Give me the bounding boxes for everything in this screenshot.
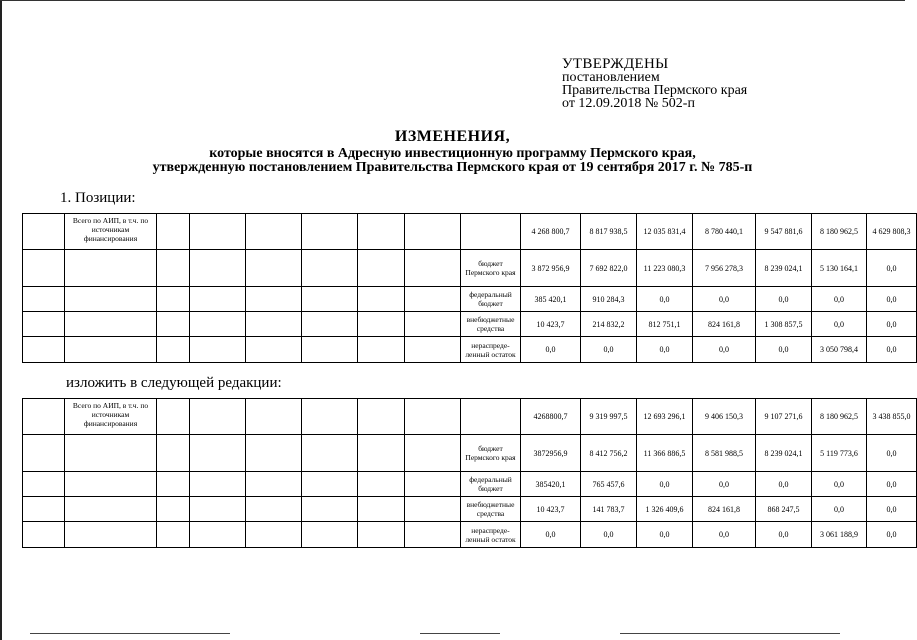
value-cell: 0,0 [581, 522, 637, 548]
approval-stamp [562, 58, 747, 110]
value-cell: 5 130 164,1 [812, 250, 867, 287]
value-cell: 0,0 [867, 522, 917, 548]
value-cell: 0,0 [693, 472, 756, 497]
value-cell: 385 420,1 [521, 287, 581, 312]
value-cell: 0,0 [867, 312, 917, 337]
document-title: ИЗМЕНЕНИЯ, [394, 128, 511, 145]
value-cell: 9 107 271,6 [756, 399, 812, 435]
value-cell: 812 751,1 [637, 312, 693, 337]
value-cell: 8 581 988,5 [693, 435, 756, 472]
total-label: Всего по АИП, в т.ч. по источникам финансирования [65, 399, 157, 435]
value-cell: 0,0 [581, 337, 637, 363]
document-subtitle: которые вносятся в Адресную инвестиционную программу Пермского края, [209, 146, 696, 161]
aip-table-new [22, 398, 917, 548]
value-cell: 8 817 938,5 [581, 214, 637, 250]
value-cell: 0,0 [867, 250, 917, 287]
value-cell: 4 629 808,3 [867, 214, 917, 250]
value-cell: 0,0 [867, 472, 917, 497]
document-subtitle: утвержденную постановлением Правительства Пермского края от 19 сентября 2017 г. № 785-п [152, 160, 753, 175]
value-cell: 8 239 024,1 [756, 435, 812, 472]
value-cell: 0,0 [756, 522, 812, 548]
value-cell: 3 050 798,4 [812, 337, 867, 363]
section-label-positions: 1. Позиции: [60, 190, 136, 206]
value-cell: 7 692 822,0 [581, 250, 637, 287]
value-cell: 214 832,2 [581, 312, 637, 337]
value-cell: 0,0 [637, 337, 693, 363]
value-cell: 0,0 [867, 497, 917, 522]
funding-source: федеральный бюджет [461, 287, 521, 312]
value-cell: 10 423,7 [521, 312, 581, 337]
value-cell: 3 061 188,9 [812, 522, 867, 548]
table-row [23, 472, 917, 497]
value-cell: 4 268 800,7 [521, 214, 581, 250]
aip-table-old [22, 213, 917, 363]
value-cell: 8 780 440,1 [693, 214, 756, 250]
value-cell: 0,0 [867, 435, 917, 472]
funding-source: бюджет Пермского края [461, 250, 521, 287]
value-cell: 0,0 [756, 472, 812, 497]
approval-line: постановлением [562, 70, 660, 85]
value-cell: 0,0 [693, 337, 756, 363]
funding-source: внебюджетные средства [461, 497, 521, 522]
value-cell: 385420,1 [521, 472, 581, 497]
value-cell: 1 308 857,5 [756, 312, 812, 337]
table-row [23, 250, 917, 287]
total-label: Всего по АИП, в т.ч. по источникам финансирования [65, 214, 157, 250]
value-cell: 5 119 773,6 [812, 435, 867, 472]
value-cell: 8 180 962,5 [812, 399, 867, 435]
funding-source: федеральный бюджет [461, 472, 521, 497]
value-cell: 141 783,7 [581, 497, 637, 522]
value-cell: 910 284,3 [581, 287, 637, 312]
funding-source: нераспреде-ленный остаток [461, 522, 521, 548]
value-cell: 9 406 150,3 [693, 399, 756, 435]
value-cell: 824 161,8 [693, 312, 756, 337]
page-bottom-edge [420, 633, 500, 634]
table-row [23, 522, 917, 548]
value-cell: 0,0 [867, 287, 917, 312]
value-cell: 0,0 [812, 472, 867, 497]
value-cell: 8 412 756,2 [581, 435, 637, 472]
approval-date: от 12.09.2018 № 502-п [562, 96, 695, 111]
page-bottom-edge [30, 633, 230, 634]
approval-heading: УТВЕРЖДЕНЫ [562, 56, 669, 72]
value-cell: 9 547 881,6 [756, 214, 812, 250]
value-cell: 0,0 [521, 337, 581, 363]
funding-source: внебюджетные средства [461, 312, 521, 337]
page-top-edge [0, 0, 905, 1]
value-cell: 0,0 [812, 497, 867, 522]
value-cell: 10 423,7 [521, 497, 581, 522]
value-cell: 12 693 296,1 [637, 399, 693, 435]
value-cell: 8 180 962,5 [812, 214, 867, 250]
value-cell: 0,0 [812, 287, 867, 312]
value-cell: 0,0 [521, 522, 581, 548]
value-cell: 9 319 997,5 [581, 399, 637, 435]
value-cell: 11 366 886,5 [637, 435, 693, 472]
value-cell: 8 239 024,1 [756, 250, 812, 287]
table-row [23, 399, 917, 435]
value-cell: 868 247,5 [756, 497, 812, 522]
value-cell: 0,0 [637, 522, 693, 548]
value-cell: 11 223 080,3 [637, 250, 693, 287]
value-cell: 3 872 956,9 [521, 250, 581, 287]
value-cell: 4268800,7 [521, 399, 581, 435]
value-cell: 7 956 278,3 [693, 250, 756, 287]
table-row [23, 497, 917, 522]
table-row [23, 435, 917, 472]
funding-source [461, 214, 521, 250]
value-cell: 12 035 831,4 [637, 214, 693, 250]
value-cell: 0,0 [637, 472, 693, 497]
value-cell: 0,0 [756, 287, 812, 312]
funding-source: нераспреде-ленный остаток [461, 337, 521, 363]
value-cell: 0,0 [693, 287, 756, 312]
value-cell: 3872956,9 [521, 435, 581, 472]
funding-source: бюджет Пермского края [461, 435, 521, 472]
table-row [23, 214, 917, 250]
value-cell: 0,0 [756, 337, 812, 363]
value-cell: 0,0 [867, 337, 917, 363]
value-cell: 1 326 409,6 [637, 497, 693, 522]
value-cell: 0,0 [812, 312, 867, 337]
table-row [23, 312, 917, 337]
page-edge [0, 0, 2, 640]
value-cell: 765 457,6 [581, 472, 637, 497]
value-cell: 824 161,8 [693, 497, 756, 522]
funding-source [461, 399, 521, 435]
table-row [23, 287, 917, 312]
value-cell: 0,0 [637, 287, 693, 312]
value-cell: 0,0 [693, 522, 756, 548]
approval-line: Правительства Пермского края [562, 83, 748, 98]
section-label-new-edition: изложить в следующей редакции: [66, 375, 282, 391]
value-cell: 3 438 855,0 [867, 399, 917, 435]
table-row [23, 337, 917, 363]
page-bottom-edge [620, 633, 840, 634]
